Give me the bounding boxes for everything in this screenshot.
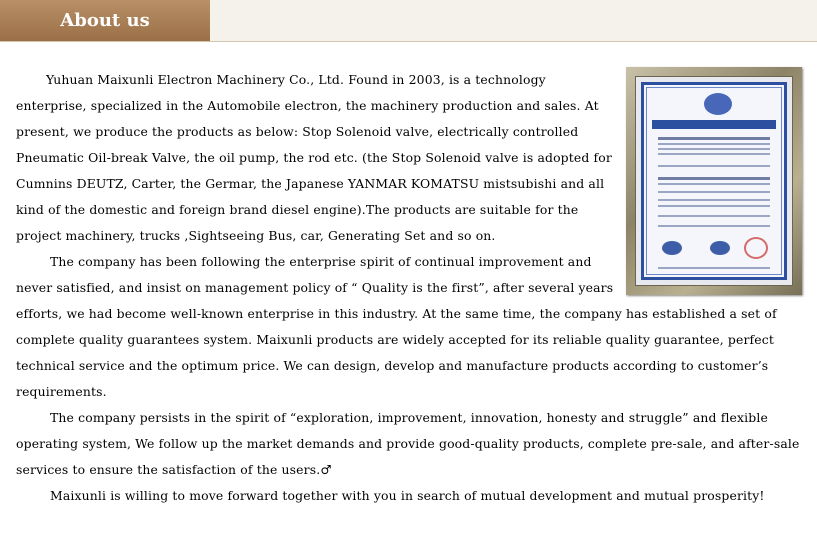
iaf-logo-icon bbox=[710, 241, 730, 255]
section-header-bar bbox=[0, 0, 817, 42]
certificate-image bbox=[626, 67, 802, 295]
red-seal-stamp-icon bbox=[744, 237, 768, 259]
paragraph-spirit: The company has been following the enterprise spirit of continual improvement and never satisfied, and insist on management policy of “ Quality is the first”, after several years efforts, we had become well-known enterprise in this industry. At the same time, the company has established a set of complete quality guarantees system. Maixunli products are widely accepted for its reliable quality guarantee, perfect technical service and the optimum price. We can design, develop and manufacture products according to customer’s requirements. bbox=[16, 254, 777, 399]
paragraph-persistence: The company persists in the spirit of “exploration, improvement, innovation, honesty and struggle” and flexible operating system, We follow up the market demands and provide good-quality products, complete pre-sale, and after-sale services to ensure the satisfaction of the users.♂ bbox=[16, 410, 800, 477]
section-title-tab: About us bbox=[0, 0, 210, 41]
about-content bbox=[16, 67, 802, 509]
certificate-title-banner bbox=[652, 120, 776, 129]
certificate-paper bbox=[641, 82, 787, 280]
certificate-emblem-icon bbox=[704, 93, 732, 115]
paragraph-intro: Yuhuan Maixunli Electron Machinery Co., Ltd. Found in 2003, is a technology enterprise, specialized in the Automobile electron, the machinery production and sales. At present, we produce the products as below: Stop Solenoid valve, electrically controlled Pneumatic Oil-break Valve, the oil pump, the rod etc. (the Stop Solenoid valve is adopted for Cumnins DEUTZ, Carter, the Germar, the Japanese YANMAR KOMATSU mistsubishi and all kind of the domestic and foreign brand diesel engine).The products are suitable for the project machinery, trucks ,Sightseeing Bus, car, Generating Set and so on. bbox=[16, 72, 612, 243]
paragraph-closing: Maixunli is willing to move forward together with you in search of mutual development and mutual prosperity! bbox=[50, 488, 765, 503]
certification-logo-icon bbox=[662, 241, 682, 255]
